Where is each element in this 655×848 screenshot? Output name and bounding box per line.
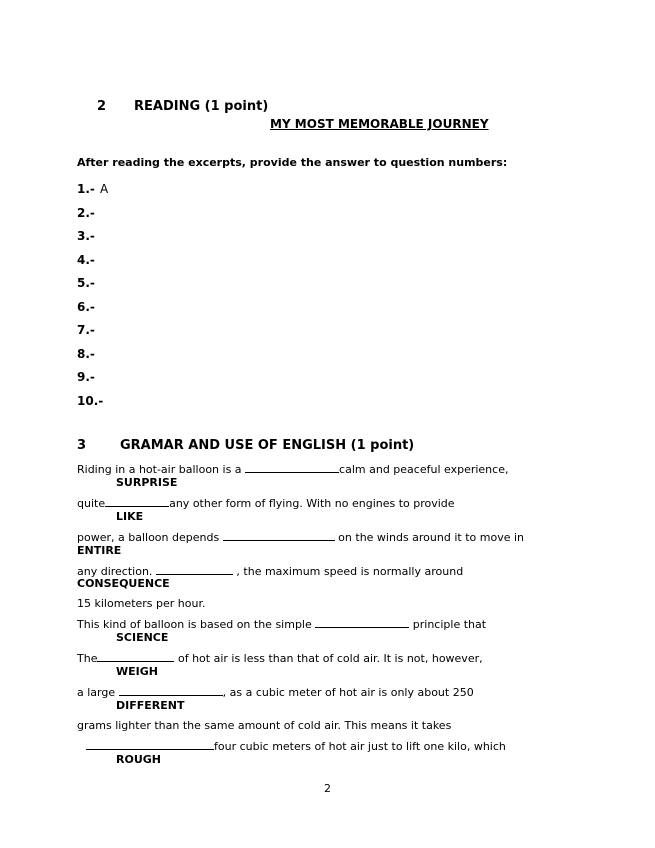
page-number: 2 (324, 782, 331, 795)
text-segment: Riding in a hot-air balloon is a calm and peaceful experience, (77, 463, 509, 476)
answer-label: 5.- (77, 276, 95, 290)
grammar-line-9: grams lighter than the same amount of cold air. This means it takes (77, 719, 452, 732)
reading-section-heading: READING (1 point) (134, 99, 269, 114)
answer-item-10 (77, 390, 103, 409)
answer-blank[interactable] (97, 651, 174, 662)
answer-blank[interactable] (245, 462, 339, 473)
grammar-section-number: 3 (77, 438, 87, 453)
answer-label: 7.- (77, 323, 95, 337)
keyword-science: SCIENCE (116, 631, 169, 644)
answer-label: 9.- (77, 370, 95, 384)
answer-blank[interactable] (86, 739, 214, 750)
grammar-line-4: any direction. , the maximum speed is normally around (77, 565, 464, 578)
grammar-section-heading: GRAMAR AND USE OF ENGLISH (1 point) (120, 438, 415, 453)
answer-item-8 (77, 343, 95, 362)
answer-item-4 (77, 249, 95, 268)
answer-blank[interactable] (315, 617, 409, 628)
grammar-line-2: quite any other form of flying. With no engines to provide (77, 497, 455, 510)
answer-item-5 (77, 272, 95, 291)
answer-blank[interactable] (156, 564, 233, 575)
answer-label: 4.- (77, 253, 95, 267)
answer-item-6 (77, 296, 95, 315)
keyword-different: DIFFERENT (116, 699, 185, 712)
reading-instruction: After reading the excerpts, provide the answer to question numbers: (77, 156, 508, 169)
grammar-line-3: power, a balloon depends on the winds around it to move in (77, 531, 524, 544)
grammar-line-8: a large , as a cubic meter of hot air is only about 250 (77, 686, 474, 699)
keyword-rough: ROUGH (116, 753, 161, 766)
answer-blank[interactable] (119, 685, 223, 696)
grammar-line-6: This kind of balloon is based on the simple principle that (77, 618, 487, 631)
answer-label: 6.- (77, 300, 95, 314)
keyword-consequence: CONSEQUENCE (77, 577, 170, 590)
answer-item-3 (77, 225, 95, 244)
reading-section-number: 2 (97, 99, 107, 114)
grammar-line-5: 15 kilometers per hour. (77, 597, 206, 610)
keyword-like: LIKE (116, 510, 144, 523)
answer-item-1 (77, 178, 108, 197)
text-segment: four cubic meters of hot air just to lift one kilo, which (86, 739, 506, 753)
reading-title: MY MOST MEMORABLE JOURNEY (270, 117, 489, 131)
answer-blank[interactable] (223, 530, 335, 541)
grammar-line-10 (86, 739, 577, 753)
answer-item-7 (77, 319, 95, 338)
answer-item-2 (77, 202, 95, 221)
answer-value: A (99, 182, 109, 196)
keyword-entire: ENTIRE (77, 544, 122, 557)
answer-label: 3.- (77, 229, 95, 243)
keyword-surprise: SURPRISE (116, 476, 178, 489)
grammar-line-7: The of hot air is less than that of cold air. It is not, however, (77, 652, 483, 665)
grammar-line-1 (77, 462, 577, 476)
answer-label: 1.- (77, 182, 95, 196)
answer-item-9 (77, 366, 95, 385)
answer-label: 8.- (77, 347, 95, 361)
answer-label: 2.- (77, 206, 95, 220)
answer-label: 10.- (77, 394, 104, 408)
answer-blank[interactable] (105, 496, 169, 507)
keyword-weigh: WEIGH (116, 665, 158, 678)
